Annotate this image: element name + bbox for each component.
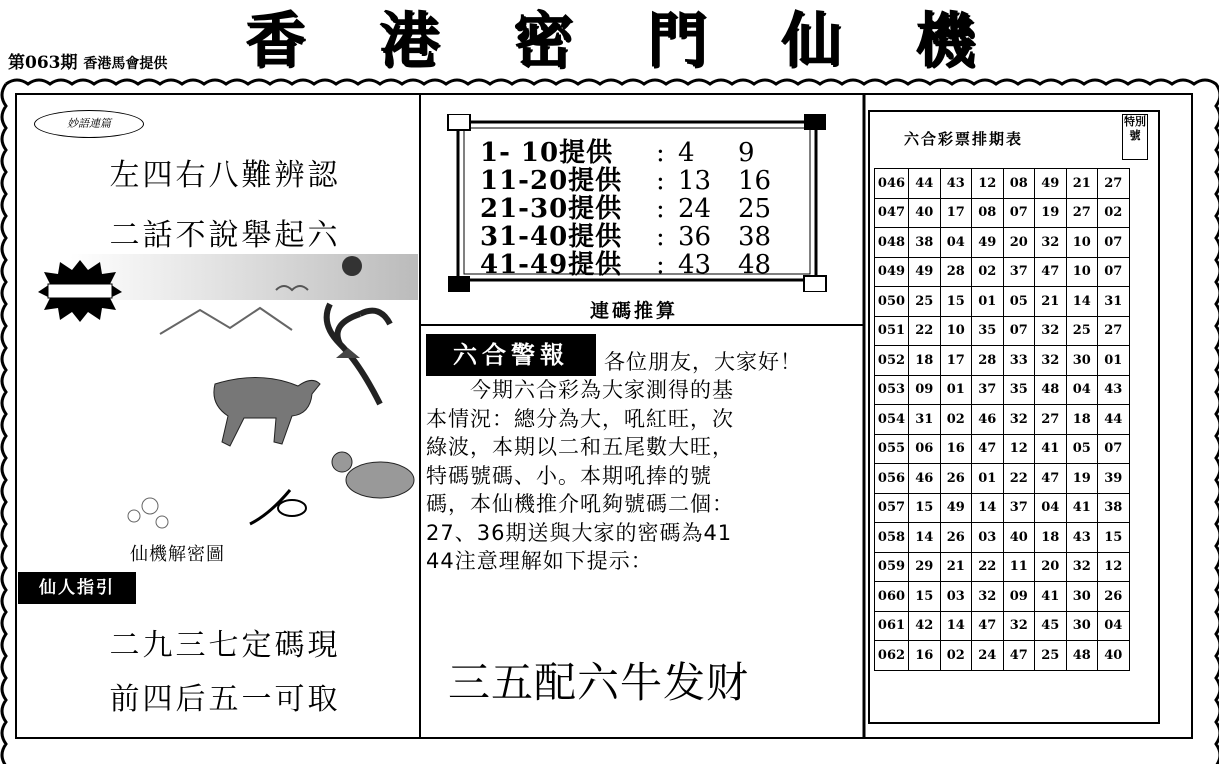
number-cell: 45	[1035, 611, 1067, 641]
number-cell: 01	[972, 464, 1004, 494]
table-row	[875, 434, 1130, 464]
ox-icon	[332, 452, 414, 498]
range-number: 9	[738, 138, 755, 168]
number-cell: 20	[1035, 552, 1067, 582]
period-cell: 058	[875, 523, 909, 553]
number-cell: 32	[1003, 405, 1035, 435]
number-cell: 49	[940, 493, 972, 523]
number-cell: 27	[1098, 316, 1130, 346]
number-cell: 38	[1098, 493, 1130, 523]
number-cell: 49	[972, 228, 1004, 258]
number-cell: 19	[1035, 198, 1067, 228]
number-cell: 06	[909, 434, 941, 464]
range-number: 43	[678, 250, 712, 280]
number-cell: 49	[1035, 169, 1067, 199]
number-cell: 02	[940, 405, 972, 435]
title-char: 門	[647, 6, 707, 76]
range-number: 48	[738, 250, 772, 280]
number-cell: 27	[1098, 169, 1130, 199]
number-cell: 07	[1098, 228, 1130, 258]
number-cell: 30	[1066, 611, 1098, 641]
number-cell: 47	[972, 611, 1004, 641]
title-char: 香	[245, 6, 305, 76]
number-cell: 37	[1003, 257, 1035, 287]
table-row	[875, 582, 1130, 612]
table-row	[875, 375, 1130, 405]
period-cell: 047	[875, 198, 909, 228]
table-row	[875, 641, 1130, 671]
number-cell: 09	[1003, 582, 1035, 612]
number-cell: 05	[1003, 287, 1035, 317]
title-char: 密	[513, 6, 573, 76]
number-cell: 30	[1066, 346, 1098, 376]
number-cell: 14	[940, 611, 972, 641]
number-cell: 11	[1003, 552, 1035, 582]
article-body	[426, 376, 846, 576]
number-cell: 32	[1035, 346, 1067, 376]
number-cell: 37	[1003, 493, 1035, 523]
range-number: 25	[738, 194, 772, 224]
table-row	[875, 198, 1130, 228]
number-cell: 03	[972, 523, 1004, 553]
number-cell: 29	[909, 552, 941, 582]
poem-line-4: 前四后五一可取	[109, 682, 341, 717]
number-cell: 26	[940, 523, 972, 553]
number-cell: 01	[972, 287, 1004, 317]
special-number-label: 特別號	[1122, 114, 1148, 160]
table-row	[875, 316, 1130, 346]
body-line: 44注意理解如下提示：	[426, 549, 653, 573]
range-label: 1- 10提供	[480, 138, 614, 168]
period-cell: 054	[875, 405, 909, 435]
body-line: 特碼號碼、小。本期吼捧的號	[426, 463, 712, 488]
range-label: 21-30提供	[480, 194, 623, 224]
number-cell: 32	[1066, 552, 1098, 582]
body-line: 碼，本仙機推介吼夠號碼二個：	[426, 492, 734, 516]
number-cell: 44	[909, 169, 941, 199]
drum-icon	[250, 490, 306, 524]
period-cell: 048	[875, 228, 909, 258]
issue-number: 第063期	[8, 53, 78, 73]
table-row	[875, 287, 1130, 317]
number-cell: 08	[1003, 169, 1035, 199]
range-number: 24	[678, 194, 712, 224]
range-number: 36	[678, 222, 712, 252]
poem-line-1: 左四右八難辨認	[109, 158, 341, 193]
number-cell: 49	[909, 257, 941, 287]
number-cell: 26	[1098, 582, 1130, 612]
number-cell: 47	[1003, 641, 1035, 671]
number-cell: 22	[1003, 464, 1035, 494]
range-colon: :	[656, 194, 665, 224]
divider	[420, 324, 864, 326]
number-cell: 43	[1066, 523, 1098, 553]
poem-line-2: 二話不說舉起六	[109, 218, 341, 253]
table-row	[875, 346, 1130, 376]
number-cell: 07	[1098, 434, 1130, 464]
number-cell: 15	[940, 287, 972, 317]
period-cell: 052	[875, 346, 909, 376]
number-cell: 47	[1035, 257, 1067, 287]
horse-icon	[214, 377, 320, 446]
number-cell: 02	[972, 257, 1004, 287]
number-cell: 35	[972, 316, 1004, 346]
table-row	[875, 464, 1130, 494]
number-cell: 19	[1066, 464, 1098, 494]
number-cell: 22	[909, 316, 941, 346]
picture-caption: 仙機解密圖	[130, 544, 225, 565]
number-cell: 01	[940, 375, 972, 405]
number-cell: 41	[1066, 493, 1098, 523]
number-cell: 04	[940, 228, 972, 258]
number-cell: 46	[909, 464, 941, 494]
tag-pill: 妙語連篇	[34, 110, 144, 138]
puzzle-illustration	[30, 254, 418, 554]
table-row	[875, 552, 1130, 582]
number-cell: 20	[1003, 228, 1035, 258]
body-line: 27、36期送與大家的密碼為41	[426, 520, 733, 545]
range-label: 31-40提供	[480, 222, 623, 252]
table-row	[875, 257, 1130, 287]
number-cell: 18	[1035, 523, 1067, 553]
number-cell: 09	[909, 375, 941, 405]
number-cell: 27	[1066, 198, 1098, 228]
range-label: 11-20提供	[480, 166, 623, 196]
poem-line-3: 二九三七定碼現	[109, 628, 341, 663]
number-cell: 01	[1098, 346, 1130, 376]
number-cell: 46	[972, 405, 1004, 435]
period-cell: 060	[875, 582, 909, 612]
number-cell: 32	[972, 582, 1004, 612]
range-number: 38	[738, 222, 772, 252]
number-cell: 05	[1066, 434, 1098, 464]
number-cell: 43	[940, 169, 972, 199]
number-cell: 47	[972, 434, 1004, 464]
range-colon: :	[656, 250, 665, 280]
number-cell: 08	[972, 198, 1004, 228]
body-line: 今期六合彩為大家測得的基	[426, 378, 734, 402]
number-cell: 31	[1098, 287, 1130, 317]
number-cell: 10	[940, 316, 972, 346]
number-cell: 14	[1066, 287, 1098, 317]
range-colon: :	[656, 138, 665, 168]
number-cell: 40	[1098, 641, 1130, 671]
period-cell: 057	[875, 493, 909, 523]
number-cell: 02	[940, 641, 972, 671]
number-cell: 14	[972, 493, 1004, 523]
warning-label: 六合警報	[426, 334, 596, 376]
number-cell: 40	[1003, 523, 1035, 553]
number-cell: 03	[940, 582, 972, 612]
number-cell: 35	[1003, 375, 1035, 405]
body-line: 本情況：總分為大，吼紅旺，次	[426, 406, 734, 431]
range-caption: 連碼推算	[590, 300, 679, 322]
page-title	[245, 8, 975, 74]
table-row	[875, 523, 1130, 553]
number-cell: 07	[1003, 316, 1035, 346]
range-row	[480, 244, 771, 281]
number-cell: 32	[1035, 228, 1067, 258]
number-cell: 15	[909, 582, 941, 612]
number-cell: 32	[1003, 611, 1035, 641]
period-cell: 062	[875, 641, 909, 671]
table-row	[875, 228, 1130, 258]
number-cell: 41	[1035, 582, 1067, 612]
number-cell: 33	[1003, 346, 1035, 376]
number-cell: 25	[1035, 641, 1067, 671]
number-cell: 41	[1035, 434, 1067, 464]
number-cell: 25	[1066, 316, 1098, 346]
number-cell: 28	[940, 257, 972, 287]
number-cell: 27	[1035, 405, 1067, 435]
number-cell: 40	[909, 198, 941, 228]
number-cell: 39	[1098, 464, 1130, 494]
period-cell: 056	[875, 464, 909, 494]
sun-icon	[342, 256, 362, 276]
range-number: 16	[738, 166, 772, 196]
number-cell: 37	[972, 375, 1004, 405]
number-cell: 24	[972, 641, 1004, 671]
number-cell: 32	[1035, 316, 1067, 346]
table-row	[875, 611, 1130, 641]
number-cell: 21	[940, 552, 972, 582]
number-cell: 04	[1035, 493, 1067, 523]
number-cell: 17	[940, 198, 972, 228]
number-cell: 42	[909, 611, 941, 641]
title-char: 機	[915, 6, 975, 76]
range-colon: :	[656, 166, 665, 196]
number-cell: 25	[909, 287, 941, 317]
number-cell: 43	[1098, 375, 1130, 405]
number-cell: 44	[1098, 405, 1130, 435]
slogan: 三五配六牛发财	[448, 658, 750, 707]
number-cell: 18	[909, 346, 941, 376]
number-cell: 16	[940, 434, 972, 464]
number-cell: 07	[1003, 198, 1035, 228]
number-cell: 12	[1003, 434, 1035, 464]
title-char: 港	[379, 6, 439, 76]
number-cell: 10	[1066, 257, 1098, 287]
greeting-text: 各位朋友，大家好！	[604, 350, 802, 374]
range-number: 4	[678, 138, 695, 168]
number-cell: 14	[909, 523, 941, 553]
number-cell: 22	[972, 552, 1004, 582]
number-cell: 12	[1098, 552, 1130, 582]
number-cell: 28	[972, 346, 1004, 376]
number-cell: 31	[909, 405, 941, 435]
number-cell: 26	[940, 464, 972, 494]
range-label: 41-49提供	[480, 250, 623, 280]
title-char: 仙	[781, 6, 841, 76]
provider-text: 香港馬會提供	[83, 56, 168, 72]
period-cell: 059	[875, 552, 909, 582]
issue-line	[8, 48, 167, 73]
period-cell: 051	[875, 316, 909, 346]
guide-label: 仙人指引	[18, 572, 136, 604]
body-line: 綠波，本期以二和五尾數大旺，	[426, 435, 734, 459]
range-number: 13	[678, 166, 712, 196]
number-cell: 38	[909, 228, 941, 258]
number-cell: 04	[1098, 611, 1130, 641]
period-cell: 053	[875, 375, 909, 405]
number-cell: 30	[1066, 582, 1098, 612]
period-cell: 050	[875, 287, 909, 317]
table-title: 六合彩票排期表	[904, 130, 1024, 148]
number-cell: 07	[1098, 257, 1130, 287]
number-cell: 21	[1035, 287, 1067, 317]
range-box	[446, 114, 828, 292]
period-cell: 046	[875, 169, 909, 199]
number-cell: 10	[1066, 228, 1098, 258]
number-cell: 15	[1098, 523, 1130, 553]
number-cell: 12	[972, 169, 1004, 199]
range-colon: :	[656, 222, 665, 252]
number-cell: 21	[1066, 169, 1098, 199]
draw-table	[874, 168, 1130, 671]
period-cell: 055	[875, 434, 909, 464]
number-cell: 48	[1066, 641, 1098, 671]
table-row	[875, 169, 1130, 199]
period-cell: 049	[875, 257, 909, 287]
period-cell: 061	[875, 611, 909, 641]
number-cell: 02	[1098, 198, 1130, 228]
number-cell: 48	[1035, 375, 1067, 405]
tree-icon	[327, 304, 390, 404]
flower-icon	[128, 498, 168, 528]
number-cell: 15	[909, 493, 941, 523]
table-row	[875, 405, 1130, 435]
number-cell: 17	[940, 346, 972, 376]
number-cell: 04	[1066, 375, 1098, 405]
number-cell: 18	[1066, 405, 1098, 435]
table-row	[875, 493, 1130, 523]
number-cell: 47	[1035, 464, 1067, 494]
number-cell: 16	[909, 641, 941, 671]
